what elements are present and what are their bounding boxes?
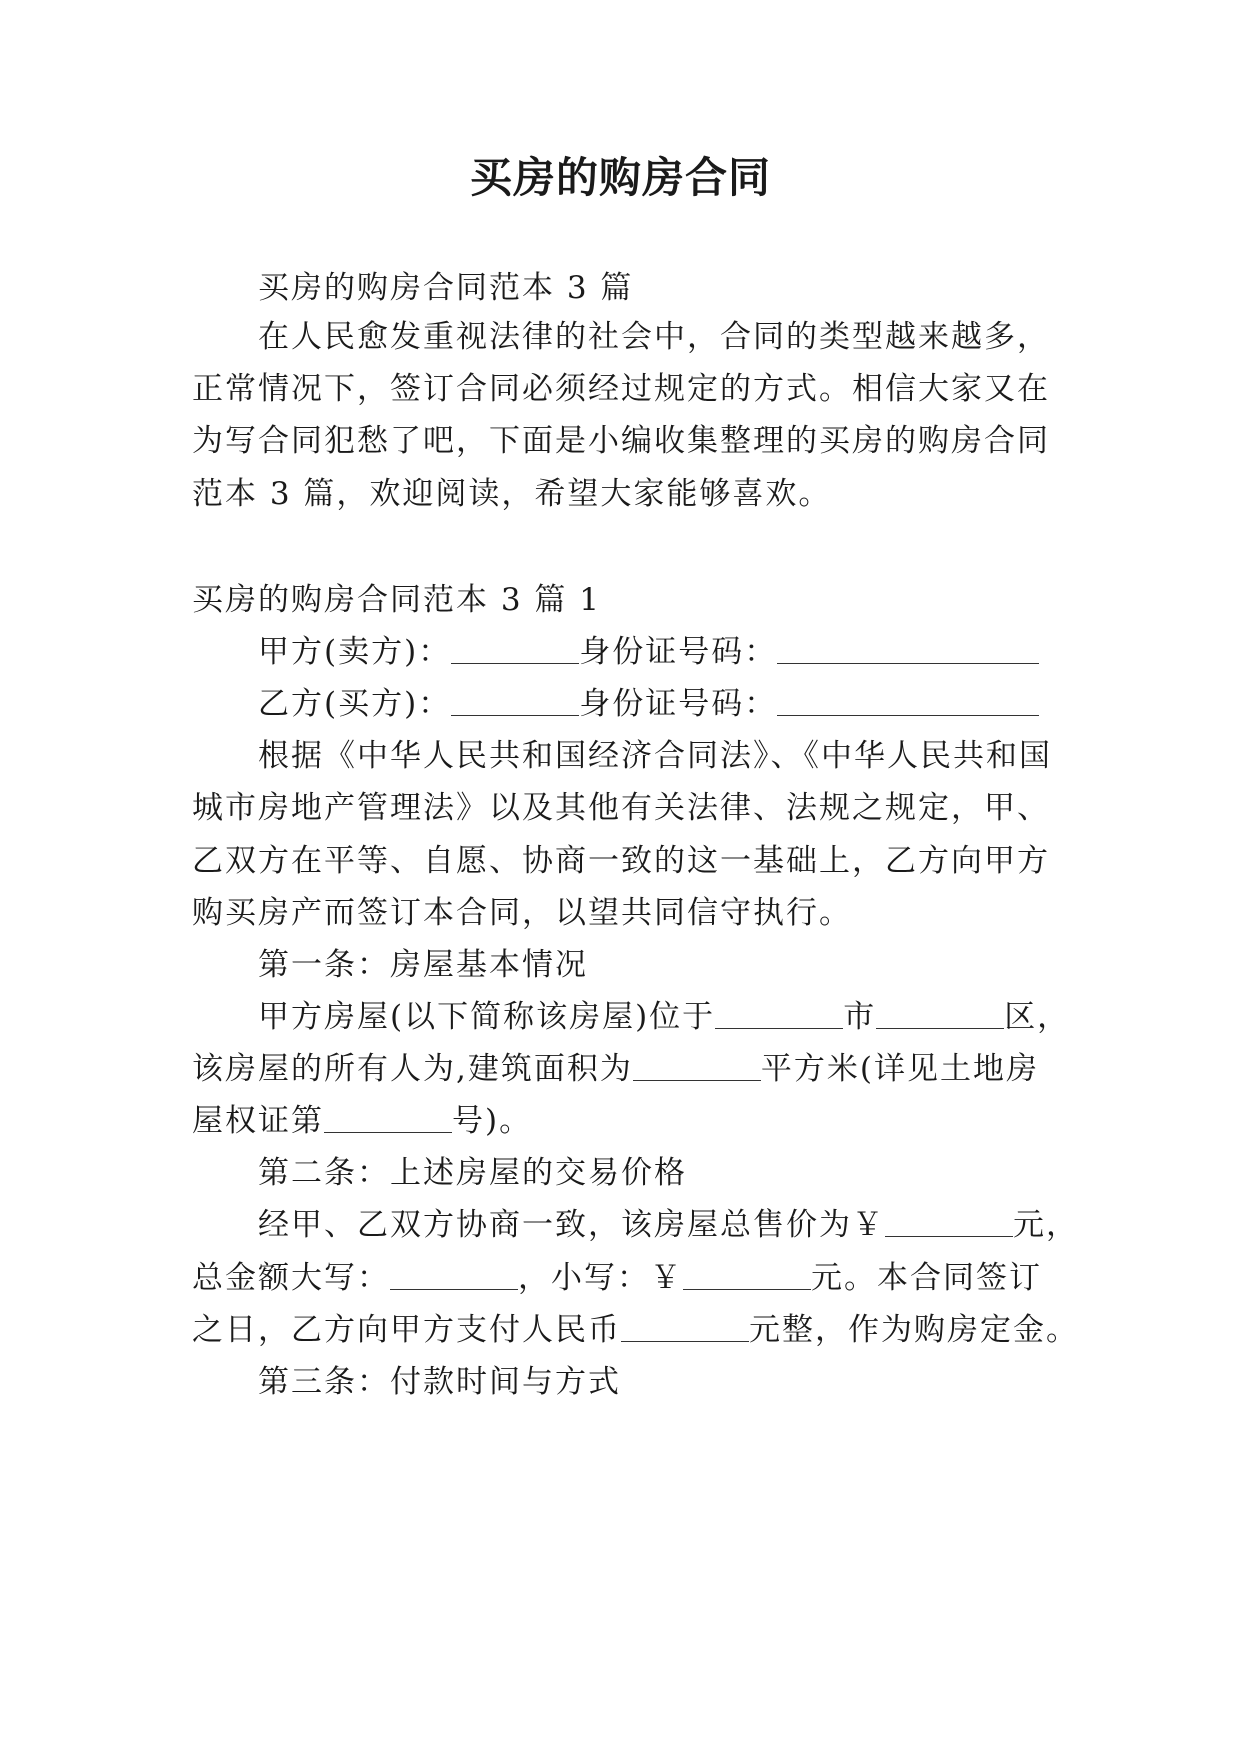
total-price-blank [885,1206,1013,1237]
article-2-text: ，小写：￥ [518,1260,683,1296]
article-2-text: 元。本合同签订 [811,1260,1042,1296]
article-3-heading: 第三条：付款时间与方式 [258,1364,621,1400]
article-2-text: 经甲、乙双方协商一致，该房屋总售价为￥ [258,1207,885,1243]
basis-line-1: 根据《中华人民共和国经济合同法》、《中华人民共和国 [258,738,1052,774]
party-a-line [258,630,1138,674]
basis-line-2: 城市房地产管理法》以及其他有关法律、法规之规定，甲、 [192,790,1050,826]
article-1-text: 该房屋的所有人为,建筑面积为 [192,1051,633,1087]
intro-line-4: 范本 3 篇，欢迎阅读，希望大家能够喜欢。 [192,476,832,512]
article-1-line-3 [192,1099,1072,1143]
party-a-name-blank [451,633,579,664]
basis-line-3: 乙双方在平等、自愿、协商一致的这一基础上，乙方向甲方 [192,843,1050,879]
article-1-line-1 [258,995,1138,1039]
article-1-text: 屋权证第 [192,1103,324,1139]
article-1-text: 号)。 [452,1103,533,1139]
party-b-label: 乙方(买方)： [258,686,452,722]
party-b-id-label: 身份证号码： [579,686,778,722]
party-b-id-blank [777,685,1039,716]
article-1-heading: 第一条：房屋基本情况 [258,947,588,983]
intro-line-2: 正常情况下，签订合同必须经过规定的方式。相信大家又在 [192,371,1050,407]
article-2-line-1 [258,1203,1138,1247]
article-2-line-2 [192,1256,1072,1300]
article-1-text: 市 [843,999,877,1035]
basis-line-4: 购买房产而签订本合同，以望共同信守执行。 [192,895,852,931]
document-title: 买房的购房合同 [469,153,771,202]
amount-in-figures-blank [683,1259,811,1290]
deposit-blank [621,1311,749,1342]
amount-in-words-blank [390,1259,518,1290]
article-1-text: 平方米(详见土地房 [760,1051,1039,1087]
certificate-number-blank [324,1102,452,1133]
intro-line-1: 在人民愈发重视法律的社会中，合同的类型越来越多， [258,319,1050,355]
article-2-text: 元整，作为购房定金。 [749,1312,1079,1348]
party-a-id-blank [777,633,1039,664]
subtitle-line: 买房的购房合同范本 3 篇 [258,270,634,306]
article-1-text: 区， [1004,999,1071,1035]
article-2-text: 之日，乙方向甲方支付人民币 [192,1312,621,1348]
city-blank [715,998,843,1029]
district-blank [876,998,1004,1029]
article-2-text: 总金额大写： [192,1260,390,1296]
intro-line-3: 为写合同犯愁了吧，下面是小编收集整理的买房的购房合同 [192,423,1050,459]
party-b-line [258,682,1138,726]
party-a-id-label: 身份证号码： [579,634,778,670]
article-2-heading: 第二条：上述房屋的交易价格 [258,1155,687,1191]
section-heading: 买房的购房合同范本 3 篇 1 [192,582,602,618]
article-2-line-3 [192,1308,1079,1352]
article-1-text: 甲方房屋(以下简称该房屋)位于 [258,999,716,1035]
party-b-name-blank [451,685,579,716]
article-1-line-2 [192,1047,1072,1091]
area-blank [633,1050,761,1081]
party-a-label: 甲方(卖方)： [258,634,452,670]
article-2-text: 元， [1013,1207,1079,1243]
